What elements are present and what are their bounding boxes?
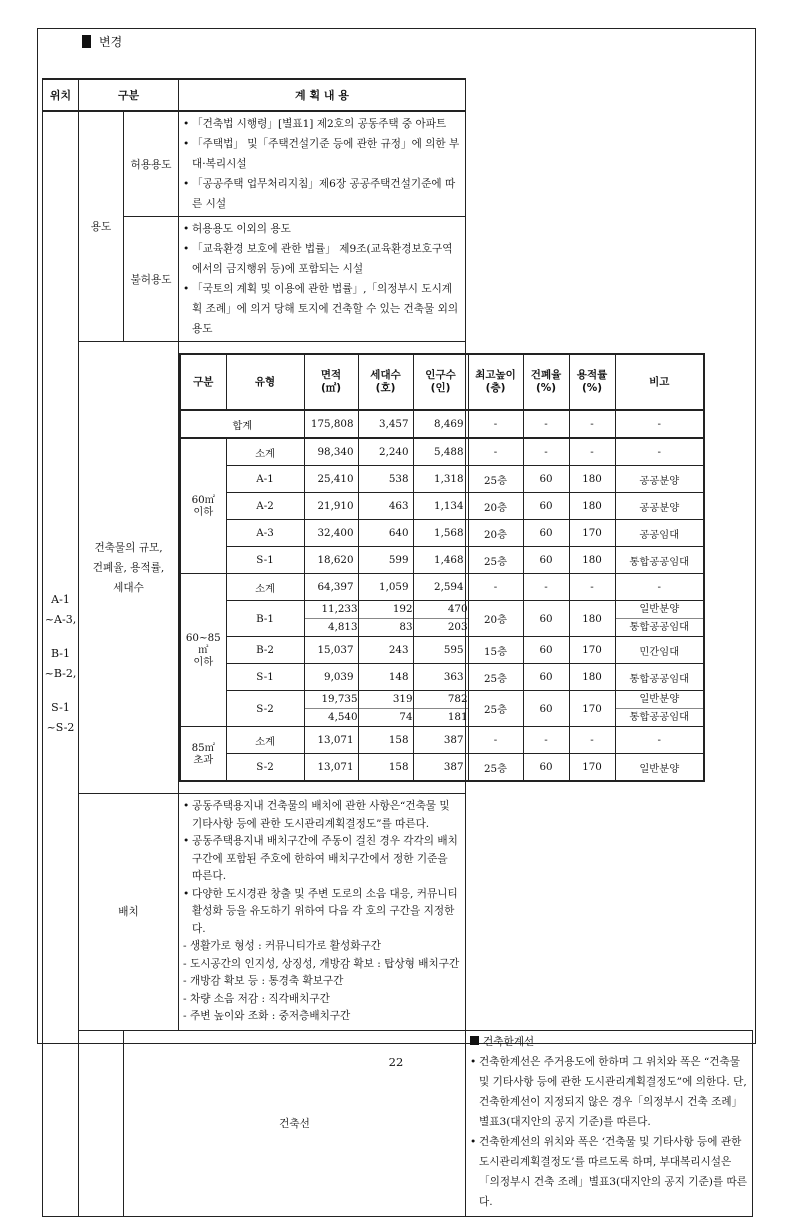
group-label: 60㎡ 이하 [180, 438, 226, 574]
header-plan: 계 획 내 용 [179, 79, 466, 111]
table-row: B-1 11,233 4,813 192 83 470 203 20층 60 180 일반분양 통합공공임대 [180, 601, 704, 637]
table-row: A-2 21,910 463 1,134 20층 60 180 공공분양 [180, 493, 704, 520]
table-row: 60~85㎡ 이하 소계 64,397 1,059 2,594 - - - - [180, 574, 704, 601]
scale-table [179, 353, 705, 782]
table-row: S-1 18,620 599 1,468 25층 60 180 통합공공임대 [180, 547, 704, 574]
table-row: B-2 15,037 243 595 15층 60 170 민간임대 [180, 637, 704, 664]
permitted-content: • 「건축법 시행령」[별표1] 제2호의 공동주택 중 아파트 • 「주택법」 및「주택건설기준 등에 관한 규정」에 의한 부대·복리시설 • 「공공주택 업무처리지침」제6장 공공주택건설기준에 따른 시설 [179, 111, 466, 217]
header-location: 위치 [43, 79, 79, 111]
table-row: A-3 32,400 640 1,568 20층 60 170 공공임대 [180, 520, 704, 547]
square-bullet-icon [470, 1036, 479, 1045]
square-bullet-icon [82, 35, 91, 48]
group-label: 60~85㎡ 이하 [180, 574, 226, 727]
section-title: 변경 [82, 33, 122, 50]
header-row [43, 79, 753, 111]
scale-content [179, 342, 690, 794]
row-permitted [43, 111, 753, 217]
row-layout [43, 794, 753, 1031]
total-row: 합계 175,808 3,457 8,469 - - - - [180, 410, 704, 438]
page-number: 22 [388, 1055, 404, 1069]
scale-header-row: 구분 유형 면적 (㎡) 세대수 (호) 인구수 (인) 최고높이 (층) 건폐율 (%) 용적률 (%) 비고 [180, 354, 704, 410]
prohibited-label: 불허용도 [124, 217, 179, 342]
plan-table [42, 78, 753, 1217]
scale-label: 건축물의 규모, 건폐율, 용적률, 세대수 [79, 342, 179, 794]
header-category: 구분 [79, 79, 179, 111]
use-label: 용도 [79, 111, 124, 342]
permitted-label: 허용용도 [124, 111, 179, 217]
building-line-label: 건축선 [124, 1030, 466, 1216]
layout-content: • 공동주택용지내 건축물의 배치에 관한 사항은“건축물 및 기타사항 등에 관한 도시관리계획결정도”를 따른다. • 공동주택용지내 배치구간에 주동이 걸친 경우 각각의 배치구간에 포함된 주호에 한하여 배치구간에서 정한 기준을 따른다. • 다양한 도시경관 창출 및 주변 도로의 소음 대응, 커뮤니티 활성화 등을 유도하기 위하여 다음 각 호의 구간을 지정한다. - 생활가로 형성 : 커뮤니티가로 활성화구간 - 도시공간의 인지성, 상징성, 개방감 확보 : 탑상형 배치구간 - 개방감 확보 등 : 통경축 확보구간 - 차량 소음 저감 : 직각배치구간 - 주변 높이와 조화 : 중저층배치구간 [179, 794, 466, 1031]
table-row: S-2 13,071 158 387 25층 60 170 일반분양 [180, 754, 704, 782]
building-line-content: 건축한계선 • 건축한계선은 주거용도에 한하며 그 위치와 폭은 “건축물 및 기타사항 등에 관한 도시관리계획결정도”에 의한다. 단, 건축한계선이 지정되지 않은 경우「의정부시 건축 조례」별표3(대지안의 공지 기준)를 따른다. • 건축한계선의 위치와 폭은 ‘건축물 및 기타사항 등에 관한 도시관리계획결정도’를 따르도록 하며, 부대복리시설은「의정부시 건축 조례」별표3(대지안의 공지 기준)를 따른다. [466, 1030, 753, 1216]
table-row: A-1 25,410 538 1,318 25층 60 180 공공분양 [180, 466, 704, 493]
table-row: 60㎡ 이하 소계 98,340 2,240 5,488 - - - - [180, 438, 704, 466]
location-cell: A-1 ~A-3, B-1 ~B-2, S-1 ~S-2 [43, 111, 79, 1216]
table-row: S-1 9,039 148 363 25층 60 180 통합공공임대 [180, 664, 704, 691]
table-row: S-2 19,735 4,540 319 74 782 181 25층 60 170 일반분양 통합공공임대 [180, 691, 704, 727]
group-label: 85㎡ 초과 [180, 727, 226, 782]
layout-label: 배치 [79, 794, 179, 1031]
row-prohibited [43, 217, 753, 342]
table-row: 85㎡ 초과 소계 13,071 158 387 - - - - [180, 727, 704, 754]
row-scale [43, 342, 753, 794]
prohibited-content: • 허용용도 이외의 용도 • 「교육환경 보호에 관한 법률」 제9조(교육환경보호구역에서의 금지행위 등)에 포함되는 시설 • 「국토의 계획 및 이용에 관한 법률」,「의정부시 도시계획 조례」에 의거 당해 토지에 건축할 수 있는 건축물 외의 용도 [179, 217, 466, 342]
